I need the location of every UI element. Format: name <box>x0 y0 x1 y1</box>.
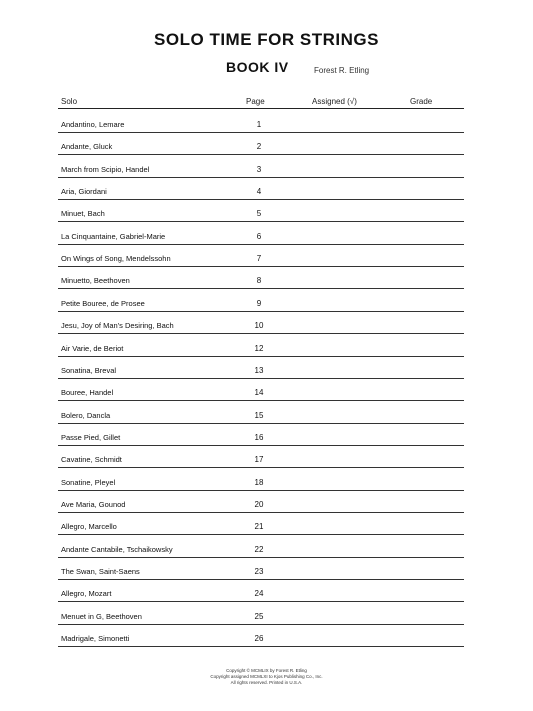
page-number: 26 <box>254 634 264 644</box>
table-row <box>0 379 533 401</box>
solo-title: Petite Bouree, de Prosee <box>61 298 145 308</box>
table-row <box>0 491 533 513</box>
solo-title: Andantino, Lemare <box>61 120 125 129</box>
page-number: 22 <box>254 544 264 554</box>
column-header-page: Page <box>246 97 265 106</box>
solo-title: Andante Cantabile, Tschaikowsky <box>61 544 173 554</box>
table-row <box>0 603 533 625</box>
table-row <box>0 335 533 357</box>
page-number: 10 <box>254 321 264 331</box>
table-row <box>0 424 533 446</box>
page-number: 14 <box>254 388 264 398</box>
table-row <box>0 267 533 289</box>
page-number: 12 <box>254 343 264 353</box>
page-number: 3 <box>256 164 262 174</box>
table-row <box>0 536 533 558</box>
table-row <box>0 513 533 535</box>
page-number: 15 <box>254 410 264 420</box>
solo-title: Ave Maria, Gounod <box>61 499 126 509</box>
table-row <box>0 625 533 647</box>
solo-title: On Wings of Song, Mendelssohn <box>61 254 171 264</box>
solo-title: Andante, Gluck <box>61 142 113 152</box>
solo-title: Cavatine, Schmidt <box>61 455 122 465</box>
row-rule <box>58 646 464 647</box>
column-header-assigned: Assigned (√) <box>312 97 357 106</box>
page-number: 16 <box>254 432 264 442</box>
solo-title: Sonatine, Pleyel <box>61 477 116 487</box>
solo-title: The Swan, Saint-Saens <box>61 567 140 576</box>
solo-title: Aria, Giordani <box>61 187 107 197</box>
column-header-grade: Grade <box>410 97 433 106</box>
table-row <box>0 357 533 379</box>
copyright-line-2: Copyright assigned MCMLXI to Kjos Publishing Co., Inc. <box>210 674 323 679</box>
page-number: 17 <box>254 455 264 465</box>
page-number: 20 <box>254 499 264 509</box>
page-number: 25 <box>254 611 264 621</box>
table-row <box>0 178 533 200</box>
page-number: 24 <box>254 589 264 599</box>
solo-title: Allegro, Mozart <box>61 589 112 599</box>
solo-title: Air Varie, de Beriot <box>61 343 124 353</box>
page-number: 18 <box>254 477 264 487</box>
solo-title: March from Scipio, Handel <box>61 164 150 174</box>
copyright-line-3: All rights reserved. Printed in U.S.A. <box>230 680 303 685</box>
page-number: 8 <box>256 276 262 286</box>
solo-title: Bolero, Dancla <box>61 410 111 420</box>
solo-title: Minuet, Bach <box>61 209 105 219</box>
page-number: 21 <box>254 522 264 532</box>
solo-title: Madrigale, Simonetti <box>61 634 130 644</box>
page-number: 23 <box>254 567 264 576</box>
table-row <box>0 200 533 222</box>
solo-title: Passe Pied, Gillet <box>61 432 121 442</box>
page-number: 1 <box>256 120 262 129</box>
book-label: BOOK IV <box>226 59 289 75</box>
page-number: 4 <box>256 187 262 197</box>
solo-title: Bouree, Handel <box>61 388 114 398</box>
page-number: 5 <box>256 209 262 219</box>
column-header-solo: Solo <box>61 97 78 106</box>
page-number: 7 <box>256 254 262 264</box>
table-row <box>0 312 533 334</box>
page-number: 2 <box>256 142 262 152</box>
table-row <box>0 290 533 312</box>
solo-title: Sonatina, Breval <box>61 365 117 375</box>
solo-title: Allegro, Marcello <box>61 522 117 532</box>
table-row <box>0 580 533 602</box>
page-number: 6 <box>256 231 262 241</box>
solo-title: Menuet in G, Beethoven <box>61 611 142 621</box>
solo-title: Jesu, Joy of Man's Desiring, Bach <box>61 321 174 331</box>
table-row <box>0 469 533 491</box>
table-row <box>0 223 533 245</box>
table-row <box>0 111 533 133</box>
solo-title: Minuetto, Beethoven <box>61 276 130 286</box>
copyright-line-1: Copyright © MCMLIX by Forest R. Etling <box>226 668 307 673</box>
copyright-notice <box>0 668 533 686</box>
solo-title: La Cinquantaine, Gabriel-Marie <box>61 231 166 241</box>
table-row <box>0 402 533 424</box>
author-name: Forest R. Etling <box>314 66 370 75</box>
page-number: 13 <box>254 365 264 375</box>
table-row <box>0 446 533 468</box>
table-row <box>0 558 533 580</box>
page-number: 9 <box>256 298 262 308</box>
table-row <box>0 245 533 267</box>
table-row <box>0 156 533 178</box>
table-row <box>0 133 533 155</box>
document-title: SOLO TIME FOR STRINGS <box>154 30 379 49</box>
